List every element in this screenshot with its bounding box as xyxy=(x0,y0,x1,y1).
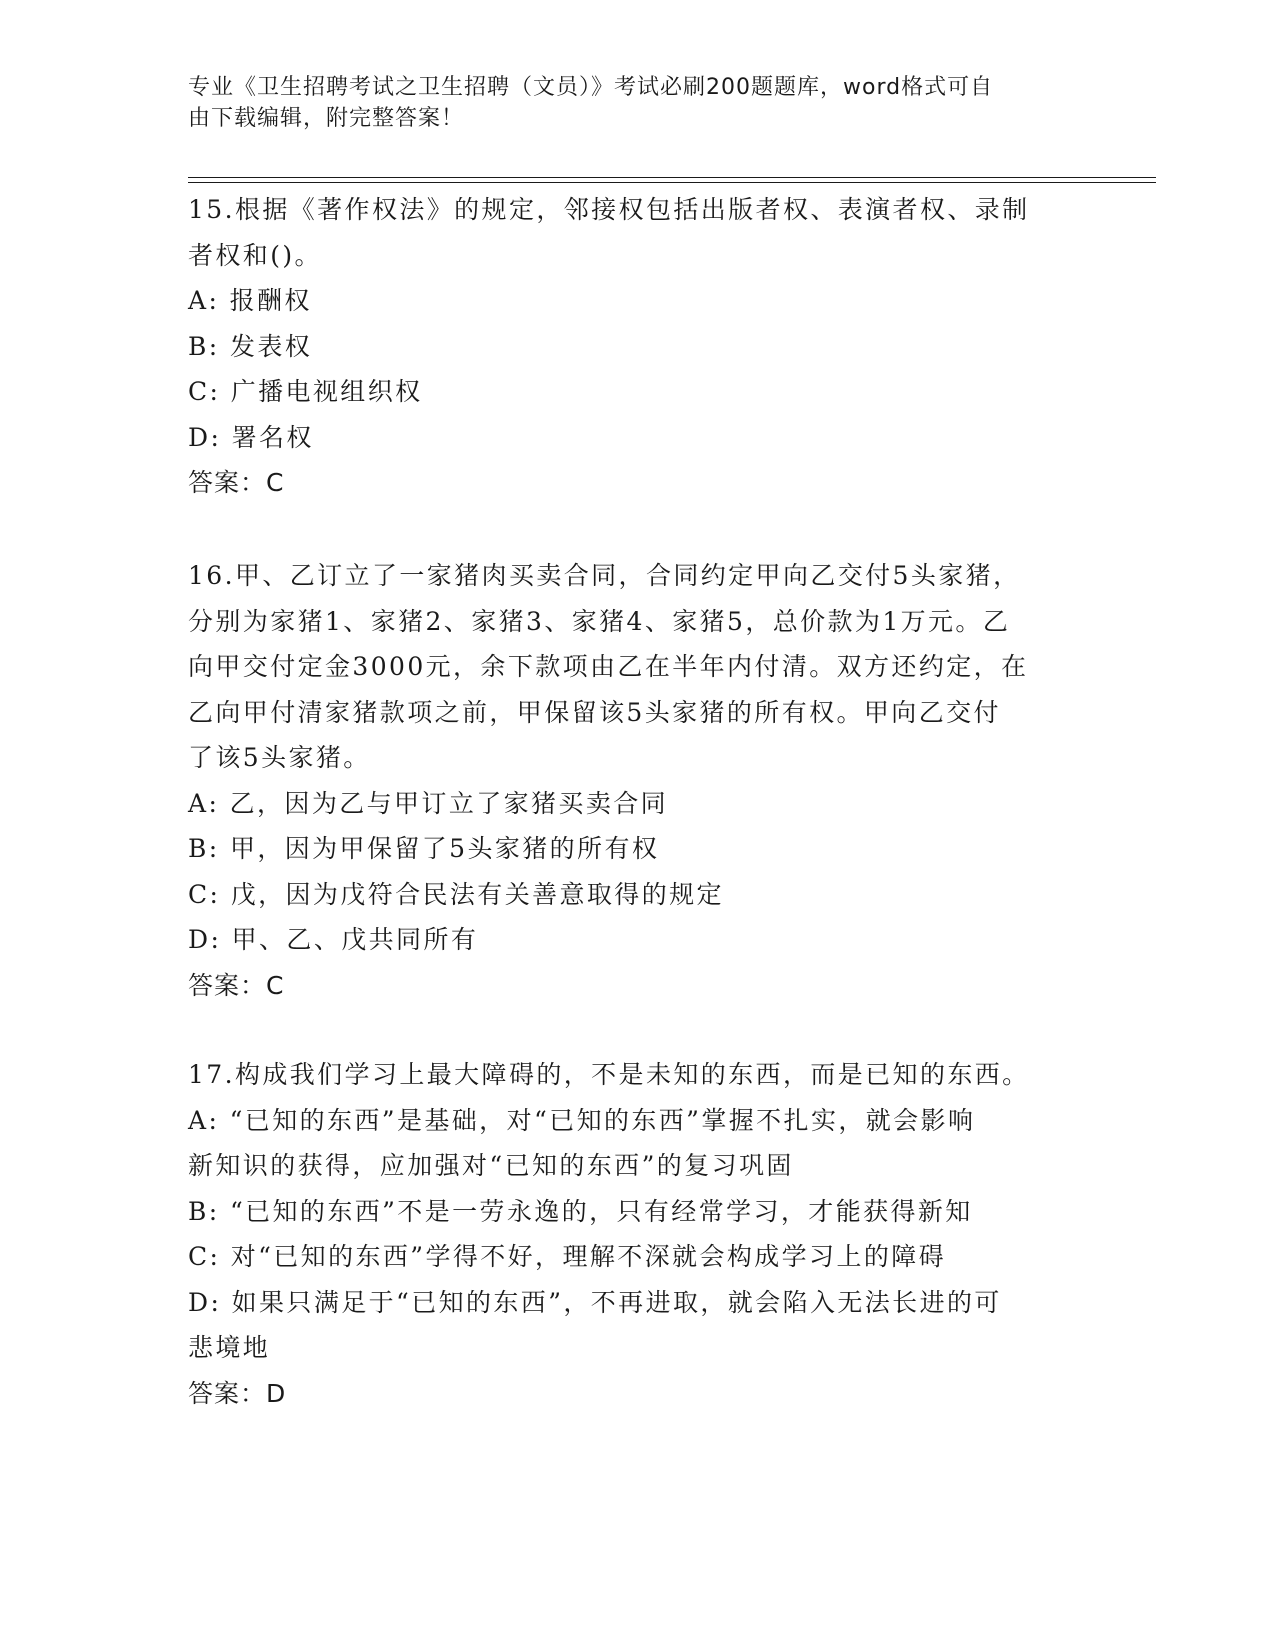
option-a: A: 报酬权 xyxy=(188,286,312,315)
question-stem-line: 者权和()。 xyxy=(188,240,322,270)
answer-label: 答案：C xyxy=(188,970,285,1000)
question-stem-line: 分别为家猪1、家猪2、家猪3、家猪4、家猪5，总价款为1万元。乙 xyxy=(188,606,1011,636)
question-15 xyxy=(188,187,1088,506)
option-c: C: 戊，因为戊符合民法有关善意取得的规定 xyxy=(188,879,724,909)
document-header xyxy=(188,72,1068,134)
question-16 xyxy=(188,553,1088,1008)
header-divider-bottom xyxy=(188,182,1156,183)
option-d-continued: 悲境地 xyxy=(188,1333,271,1362)
option-a: A: “已知的东西”是基础，对“已知的东西”掌握不扎实，就会影响 xyxy=(188,1105,976,1135)
question-stem-line: 16.甲、乙订立了一家猪肉买卖合同，合同约定甲向乙交付5头家猪， xyxy=(188,561,1021,590)
question-stem-line: 向甲交付定金3000元，余下款项由乙在半年内付清。双方还约定，在 xyxy=(188,652,1029,681)
question-stem-line: 17.构成我们学习上最大障碍的，不是未知的东西，而是已知的东西。 xyxy=(188,1060,1030,1089)
option-b: B: “已知的东西”不是一劳永逸的，只有经常学习，才能获得新知 xyxy=(188,1196,973,1226)
option-c: C: 广播电视组织权 xyxy=(188,377,423,406)
question-17 xyxy=(188,1052,1088,1416)
header-line-2: 由下载编辑，附完整答案！ xyxy=(188,106,465,131)
question-stem-line: 15.根据《著作权法》的规定，邻接权包括出版者权、表演者权、录制 xyxy=(188,195,1030,224)
question-stem-line: 乙向甲付清家猪款项之前，甲保留该5头家猪的所有权。甲向乙交付 xyxy=(188,697,1001,727)
header-line-1: 专业《卫生招聘考试之卫生招聘（文员）》考试必刷200题题库，word格式可自 xyxy=(188,75,994,100)
option-d: D: 署名权 xyxy=(188,422,314,452)
option-d: D: 甲、乙、戊共同所有 xyxy=(188,925,479,954)
option-d: D: 如果只满足于“已知的东西”，不再进取，就会陷入无法长进的可 xyxy=(188,1287,1002,1317)
header-divider-top xyxy=(188,177,1156,178)
option-b: B: 甲，因为甲保留了5头家猪的所有权 xyxy=(188,834,660,863)
option-a-continued: 新知识的获得，应加强对“已知的东西”的复习巩固 xyxy=(188,1151,794,1180)
option-b: B: 发表权 xyxy=(188,331,313,361)
answer-label: 答案：D xyxy=(188,1378,287,1408)
option-a: A: 乙，因为乙与甲订立了家猪买卖合同 xyxy=(188,788,669,818)
answer-label: 答案：C xyxy=(188,468,285,497)
question-stem-line: 了该5头家猪。 xyxy=(188,743,371,772)
option-c: C: 对“已知的东西”学得不好，理解不深就会构成学习上的障碍 xyxy=(188,1242,947,1271)
